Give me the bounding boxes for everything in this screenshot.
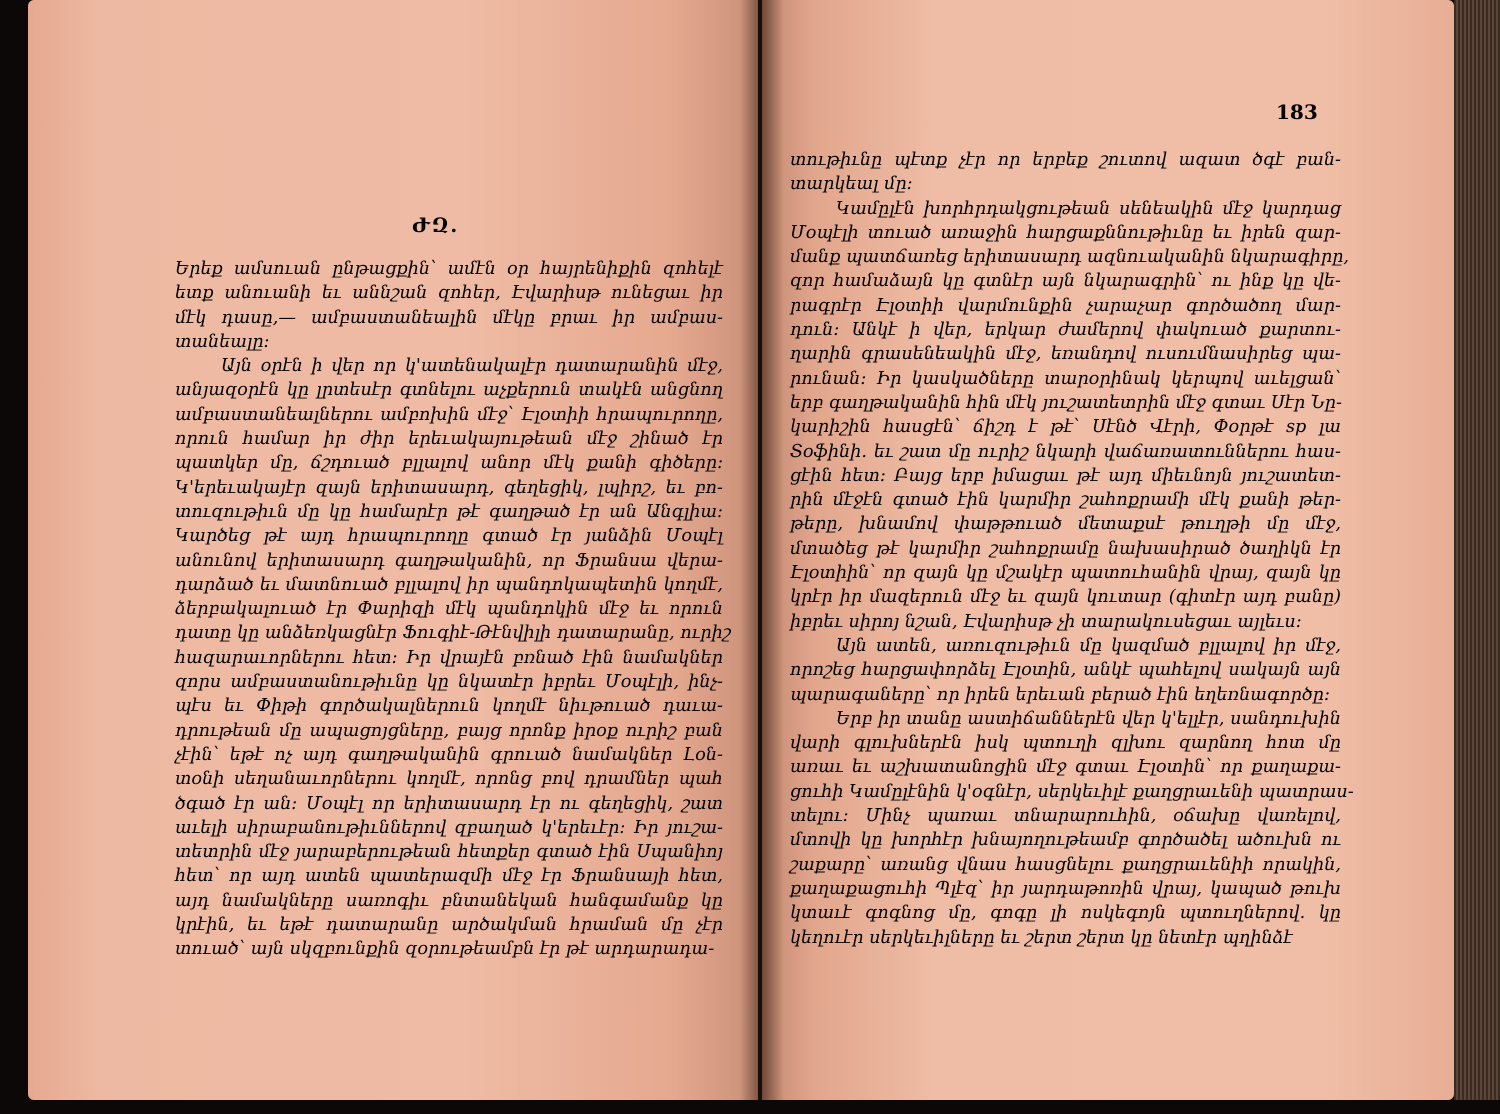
text-line: վարի գլուխներէն իսկ պտուղի զլխու զարնող հոտ մը xyxy=(790,733,1341,754)
text-line: կեղուէր սերկեւիլները եւ շերտ շերտ կը նետէր պղինձէ xyxy=(790,927,1293,948)
page-edges xyxy=(1454,0,1500,1100)
text-line: կրէին, եւ եթէ դատարանը արծակման հրաման մը չէր xyxy=(175,915,723,936)
text-line: րագրէր Էլօտիի վարմունքին չարաչար գործածող մար- xyxy=(790,295,1341,316)
text-line: որոշեց հարցափորձել Էլօտին, անկէ պահելով սակայն այն xyxy=(790,660,1341,681)
text-line: ձերբակալուած էր Փարիզի մէկ պանդոկին մէջ եւ որուն xyxy=(175,599,723,620)
text-line: անյազօրէն կը լրտեսէր գտնելու աչքերուն տակէն անցնող xyxy=(175,380,723,401)
text-line: երբ գաղթականին հին մէկ յուշատետրին մէջ գտաւ Սէր Նը- xyxy=(790,392,1342,413)
text-line: պատկեր մը, ճշդուած բլլալով անոր մէկ քանի գիծերը: xyxy=(175,453,723,474)
text-line: դրութեան մը ապացոյցները, բայց որոնք իրօք ուրիշ բան xyxy=(175,720,723,741)
text-line: տուած՝ այն սկզբունքին զօրութեամբն էր թէ արդարադա- xyxy=(175,939,715,960)
text-line: Երբ իր տանը աստիճաններէն վեր կ'ելլէր, սանդուխին xyxy=(836,708,1341,729)
text-line: տարկեալ մը: xyxy=(790,174,913,195)
text-line: առաւ եւ աշխատանոցին մէջ գտաւ Էլօտին՝ որ քաղաքա- xyxy=(790,757,1341,778)
right-page-text xyxy=(790,148,1354,950)
text-line: քաղաքացուհի Պլէզ՝ իր յարդաթոռին վրայ, կապած թուխ xyxy=(790,878,1341,899)
text-line: թերը, խնամով փաթթուած մետաքսէ թուղթի մը մէջ, xyxy=(790,514,1341,535)
text-line: րին մէջէն գտած էին կարմիր շահոքրամի մէկ քանի թեր- xyxy=(790,490,1341,511)
text-line: ցէին հետ: Բայց երբ իմացաւ թէ այդ միեւնոյն յուշատետ- xyxy=(790,465,1341,486)
text-line: Էլօտիին՝ որ զայն կը մշակէր պատուհանին վրայ, զայն կը xyxy=(790,563,1341,584)
text-line: հազարաւորներու հետ: Իր վրայէն բռնած էին նամակներ xyxy=(175,647,723,668)
page-number: 183 xyxy=(1276,100,1318,124)
text-line: Կ'երեւակայէր զայն երիտասարդ, գեղեցիկ, լպիրշ, եւ բո- xyxy=(175,477,723,498)
text-line: Երեք ամսուան ընթացքին՝ ամէն օր հայրենիքին զոհելէ xyxy=(175,259,723,279)
text-line: Մօպէլի տուած առաջին հարցաքննութիւնը եւ իրեն զար- xyxy=(790,222,1341,243)
book-gutter xyxy=(740,0,784,1100)
text-line: զոր համաձայն կը գտնէր այն նկարագրին՝ ու ինք կը վե- xyxy=(790,271,1341,292)
text-line: ցուհի Կամըլէնին կ'օգնէր, սերկեւիլէ քաղցրաւենի պատրաս- xyxy=(790,781,1354,802)
text-line: Կարծեց թէ այդ հրապուրողը գտած էր յանձին Մօպէլ xyxy=(175,526,723,547)
text-line: մէկ դասը,— ամբաստանեալին մէկը բրաւ իր ամբաս- xyxy=(175,307,723,328)
text-line: կարիշին հասցէն՝ ճիշդ է թէ՝ Սէնծ Վէրի, Փօրթէ sp լա xyxy=(790,417,1341,438)
text-line: տետրին մէջ յարաբերութեան հետքեր գտած էին Սպանիոյ xyxy=(175,842,723,863)
text-line: դուն: Անկէ ի վեր, երկար ժամերով փակուած քարտու- xyxy=(790,320,1341,341)
text-line: հետ՝ որ այդ ատեն պատերազմի մէջ էր Ֆրանսայի հետ, xyxy=(175,866,723,887)
text-line: մտածեց թէ կարմիր շահոքրամը նախասիրած ծաղիկն էր xyxy=(790,538,1341,559)
text-line: Կամըլէն խորհրդակցութեան սենեակին մէջ կարդաց xyxy=(836,198,1341,219)
text-line: դատը կը անձեռկացնէր Ֆուգիէ-Թէնվիլի դատարանը, ուրիշ xyxy=(175,623,731,644)
text-line: որուն համար իր ժիր երեւակայութեան մէջ շինած էր xyxy=(175,429,723,450)
text-line: ծգած էր ան: Մօպէլ որ երիտասարդ էր ու գեղեցիկ, շատ xyxy=(175,793,723,814)
text-line: րունան: Իր կասկածները տարօրինակ կերպով աւելցան՝ xyxy=(790,368,1341,389)
text-line: տանեալը: xyxy=(175,331,270,352)
text-line: այդ նամակները սառոգիւ բնտանեկան հանգամանք կը xyxy=(175,890,723,911)
left-page-text xyxy=(175,257,731,962)
text-line: զորս ամբաստանութիւնը կը նկատէր իբրեւ Մօպէլի, ինչ- xyxy=(175,672,723,693)
text-line: պէս եւ Փիթի գործակալներուն կողմէ նիւթուած դաւա- xyxy=(175,696,723,717)
text-line: աւելի սիրաբանութիւններով զբաղած կ'երեւէր: Իր յուշա- xyxy=(175,817,723,838)
text-line: տուզութիւն մը կը համարէր թէ գաղթած էր ան Անգլիա: xyxy=(175,501,723,522)
text-line: պարագաները՝ որ իրեն երեւան բերած էին եղեռնագործը: xyxy=(790,684,1330,705)
text-line: ետք անուանի եւ աննշան զոհեր, Էվարիսթ ունեցաւ իր xyxy=(175,283,723,304)
text-line: ամբաստանեալներու ամբոխին մէջ՝ Էլօտիի հրապուրողը, xyxy=(175,404,723,425)
text-line: տութիւնը պէտք չէր որ երբեք շուտով ազատ ծգէ բան- xyxy=(790,150,1341,170)
text-line: տօնի սեղանաւորներու կողմէ, որոնց բով դրամներ պահ xyxy=(175,769,723,790)
text-line: տելու: Մինչ պառաւ տնարարուհին, օճախը վառելով, xyxy=(790,806,1341,827)
chapter-heading: ԺԶ. xyxy=(412,213,460,237)
text-line: շաքարը՝ առանց վնաս հասցնելու քաղցրաւենիի որակին, xyxy=(790,854,1341,875)
text-line: իբրեւ սիրոյ նշան, Էվարիսթ չի տարակուսեցաւ այլեւս: xyxy=(790,611,1302,632)
text-line: Այն ատեն, առուզութիւն մը կազմած բլլալով իր մէջ, xyxy=(836,635,1341,656)
text-line: կրէր իր մազերուն մէջ եւ զայն կուտար (գիտէր այդ բանը) xyxy=(790,587,1341,608)
text-line: Տօֆինի. եւ շատ մը ուրիշ նկարի վաճառատուններու հաս- xyxy=(790,441,1341,462)
text-line: Այն օրէն ի վեր որ կ'ատենակալէր դատարանին մէջ, xyxy=(221,356,723,377)
text-line: դարձած եւ մատնուած բլլալով իր պանդոկապետին կողմէ, xyxy=(175,574,723,595)
text-line: մանք պատճառեց երիտասարդ ազնուականին նկարագիրը, xyxy=(790,247,1349,268)
text-line: կտաւէ գոգնոց մը, գոգը լի ոսկեգոյն պտուղներով. կը xyxy=(790,903,1341,924)
text-line: մտովի կը խորհէր խնայողութեամբ գործածել ածուխն ու xyxy=(790,830,1341,851)
text-line: չէին՝ եթէ ոչ այդ գաղթականին գրուած նամակներ Լօն- xyxy=(175,744,723,765)
text-line: ղարին գրասենեակին մէջ, եռանդով ուսումնասիրեց պա- xyxy=(790,344,1341,365)
text-line: անունով երիտասարդ գաղթականին, որ Ֆրանսա վերա- xyxy=(175,550,723,571)
